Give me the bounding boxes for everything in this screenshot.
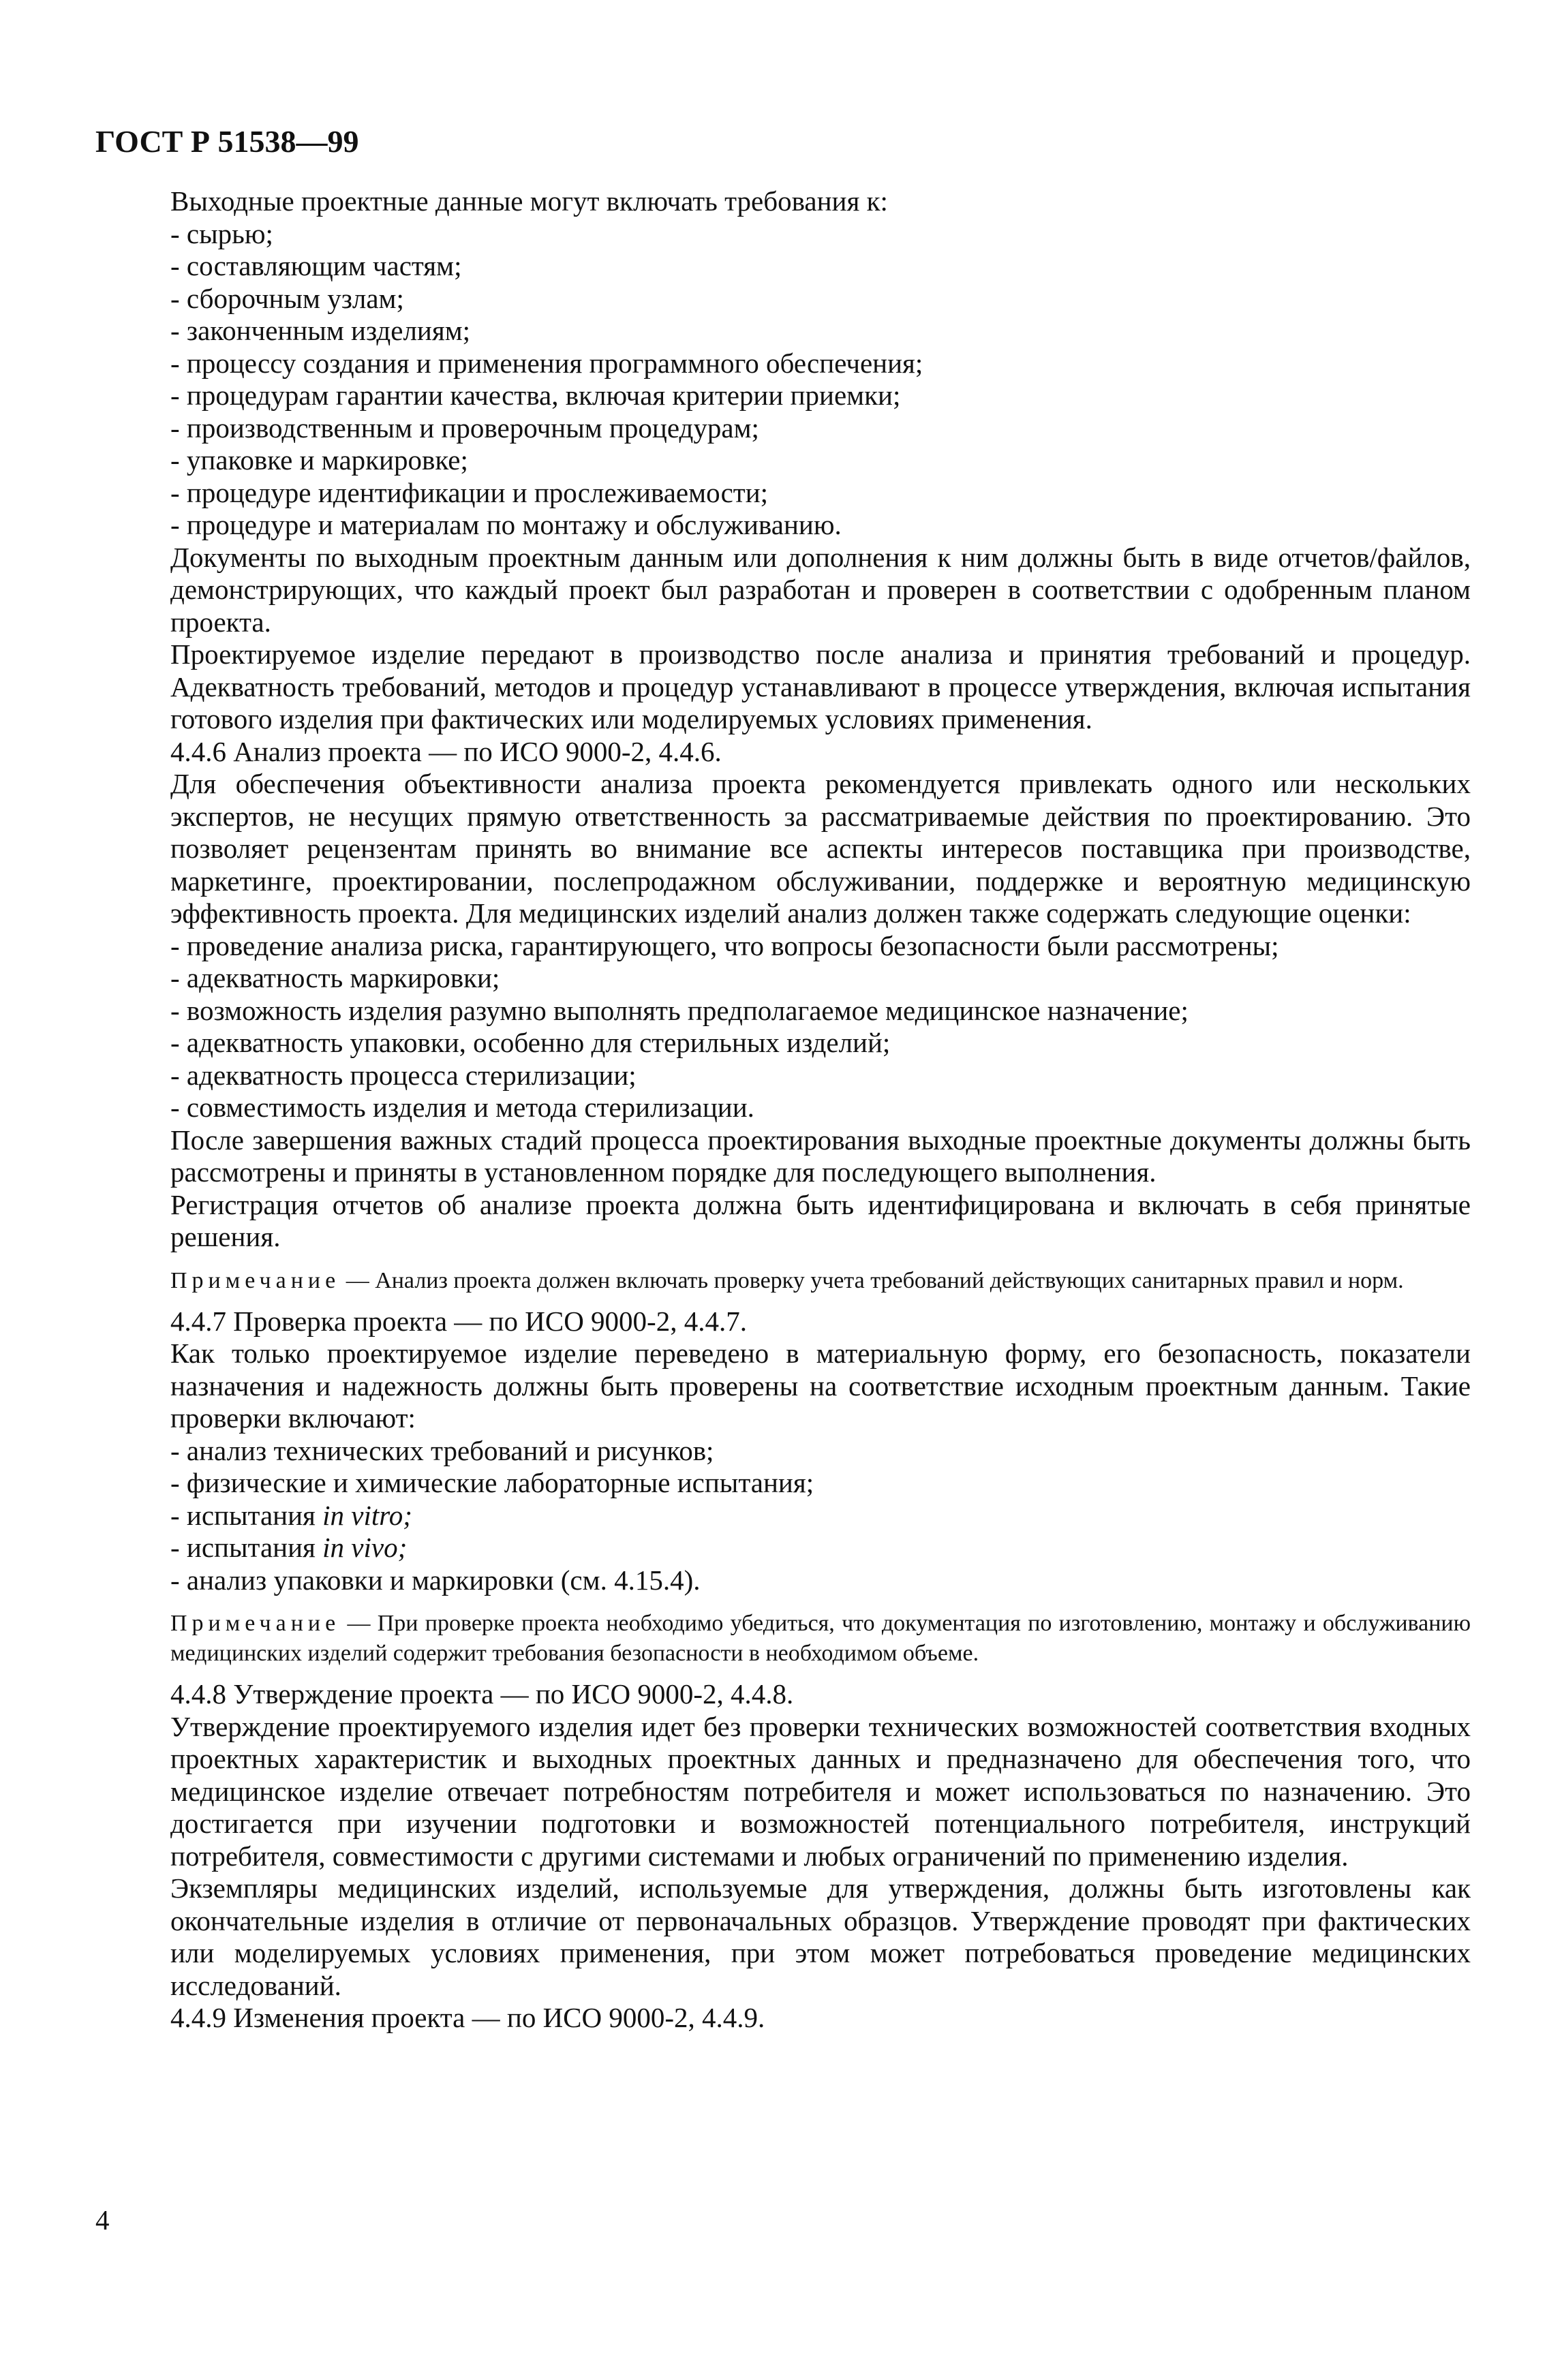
list-item: - проведение анализа риска, гарантирующего, что вопросы безопасности были рассмотрены;	[170, 929, 1279, 961]
verification-paragraph: Как только проектируемое изделие переведено в материальную форму, его безопасность, показатели назначения и надежность должны быть проверены на соответствие исходным проектным данным. Такие проверки включают:	[170, 1338, 1471, 1434]
documents-paragraph: Документы по выходным проектным данным или дополнения к ним должны быть в виде отчетов/файлов, демонстрирующих, что каждый проект был разработан и проверен в соответствии с одобренным планом проекта.	[170, 541, 1471, 638]
list-item: - процессу создания и применения программного обеспечения;	[170, 347, 923, 379]
list-item: - процедуре и материалам по монтажу и обслуживанию.	[170, 509, 842, 540]
list-item: - адекватность упаковки, особенно для стерильных изделий;	[170, 1027, 891, 1058]
list-item-text: - испытания	[170, 1499, 323, 1531]
list-item: - процедуре идентификации и прослеживаемости;	[170, 476, 769, 508]
list-item-italic: in vitro;	[322, 1499, 412, 1531]
transfer-paragraph: Проектируемое изделие передают в производство после анализа и принятия требований и процедур. Адекватность требований, методов и процедур устанавливают в процессе утверждения, включая испытания готового изделия при фактических или моделируемых условиях применения.	[170, 638, 1471, 735]
list-item	[170, 1500, 1471, 1532]
document-header: ГОСТ Р 51538—99	[95, 124, 359, 159]
list-item: - адекватность маркировки;	[170, 962, 500, 993]
list-item: - составляющим частям;	[170, 250, 462, 281]
after-stages-paragraph: После завершения важных стадий процесса проектирования выходные проектные документы должны быть рассмотрены и приняты в установленном порядке для последующего выполнения.	[170, 1124, 1471, 1188]
list-item: - сборочным узлам;	[170, 282, 404, 314]
section-4-4-8-heading: 4.4.8 Утверждение проекта — по ИСО 9000-2, 4.4.8.	[170, 1678, 794, 1710]
registration-paragraph: Регистрация отчетов об анализе проекта должна быть идентифицирована и включать в себя принятые решения.	[170, 1188, 1471, 1252]
list-item: - законченным изделиям;	[170, 315, 471, 346]
list-item: - сырью;	[170, 217, 273, 249]
list-item: - анализ технических требований и рисунков;	[170, 1434, 714, 1466]
list-item: - упаковке и маркировке;	[170, 444, 468, 476]
intro-paragraph: Выходные проектные данные могут включать требования к:	[170, 185, 888, 217]
section-4-4-9-heading: 4.4.9 Изменения проекта — по ИСО 9000-2, 4.4.9.	[170, 2002, 765, 2033]
output-requirements-list	[170, 218, 1471, 542]
analysis-list	[170, 930, 1471, 1124]
list-item: - адекватность процесса стерилизации;	[170, 1059, 637, 1091]
list-item-text: - испытания	[170, 1532, 323, 1563]
note-2	[170, 1609, 1471, 1669]
verification-list	[170, 1435, 1471, 1597]
list-item: - процедурам гарантии качества, включая критерии приемки;	[170, 380, 901, 411]
list-item: - возможность изделия разумно выполнять предполагаемое медицинское назначение;	[170, 994, 1189, 1026]
section-4-4-7-heading: 4.4.7 Проверка проекта — по ИСО 9000-2, 4.4.7.	[170, 1305, 747, 1337]
document-body	[170, 185, 1471, 2035]
section-4-4-6-heading: 4.4.6 Анализ проекта — по ИСО 9000-2, 4.4.6.	[170, 735, 722, 767]
note-1	[170, 1266, 1471, 1296]
analysis-paragraph: Для обеспечения объективности анализа проекта рекомендуется привлекать одного или нескольких экспертов, не несущих прямую ответственность за рассматриваемые действия по проектированию. Это позволяет рецензентам принять во внимание все аспекты интересов поставщика при производстве, маркетинге, проектировании, послепродажном обслуживании, поддержке и вероятную медицинскую эффективность проекта. Для медицинских изделий анализ должен также содержать следующие оценки:	[170, 768, 1471, 929]
note-text: — При проверке проекта необходимо убедиться, что документация по изготовлению, монтажу и обслуживанию медицинских изделий содержит требования безопасности в необходимом объеме.	[170, 1611, 1471, 1666]
samples-paragraph: Экземпляры медицинских изделий, используемые для утверждения, должны быть изготовлены как окончательные изделия в отличие от первоначальных образцов. Утверждение проводят при фактических или моделируемых условиях применения, при этом может потребоваться проведение медицинских исследований.	[170, 1872, 1471, 2001]
list-item: - производственным и проверочным процедурам;	[170, 412, 759, 444]
page-number: 4	[95, 2204, 110, 2236]
list-item: - совместимость изделия и метода стерилизации.	[170, 1092, 754, 1123]
note-label: Примечание	[170, 1611, 341, 1636]
document-page	[95, 123, 1472, 2035]
list-item: - физические и химические лабораторные испытания;	[170, 1467, 814, 1498]
list-item-italic: in vivo;	[322, 1532, 408, 1563]
note-label: Примечание	[170, 1267, 341, 1293]
note-text: — Анализ проекта должен включать проверку учета требований действующих санитарных правил и норм.	[340, 1267, 1404, 1293]
approval-paragraph: Утверждение проектируемого изделия идет без проверки технических возможностей соответствия входных проектных характеристик и выходных проектных данных и предназначено для обеспечения того, что медицинское изделие отвечает потребностям потребителя и может использоваться по назначению. Это достигается при изучении подготовки и возможностей потенциального потребителя, инструкций потребителя, совместимости с другими системами и любых ограничений по применению изделия.	[170, 1710, 1471, 1872]
list-item: - анализ упаковки и маркировки (см. 4.15.4).	[170, 1564, 701, 1596]
list-item	[170, 1532, 1471, 1564]
